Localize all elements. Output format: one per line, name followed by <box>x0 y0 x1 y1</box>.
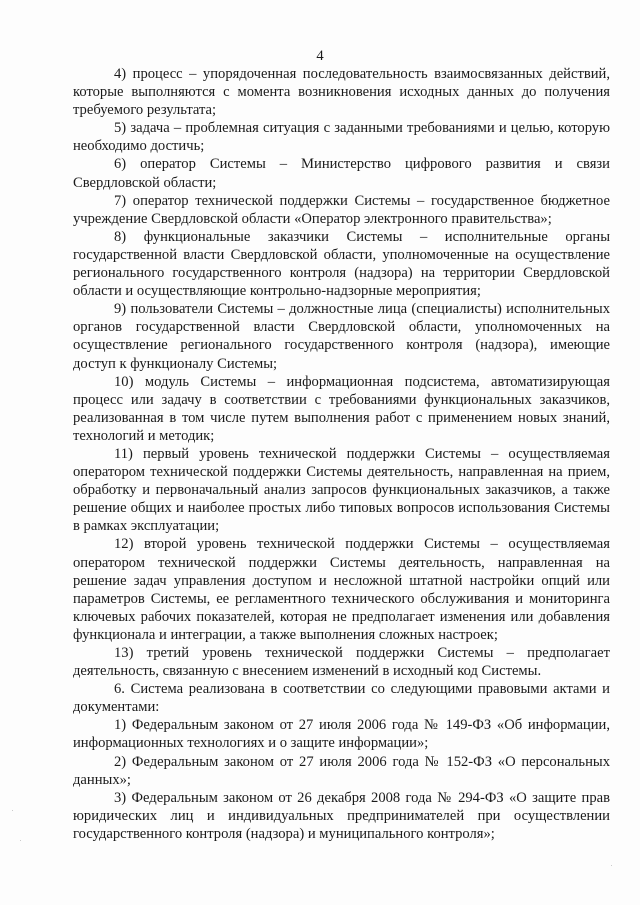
section-6-heading: 6. Система реализована в соответствии со следующими правовыми актами и документами: <box>73 681 610 716</box>
definition-item-system-module: 10) модуль Системы – информационная подсистема, автоматизирующая процесс или задачу в соответствии с требованиями функциональных заказчиков, реализованная в том числе путем выполнения работ с применением новых знаний, технологий и методик; <box>73 373 610 444</box>
definition-item-support-level-3: 13) третий уровень технической поддержки Системы – предполагает деятельность, связанную с внесением изменений в исходный код Системы. <box>73 645 610 680</box>
definition-item-system-users: 9) пользователи Системы – должностные лица (специалисты) исполнительных органов государственной власти Свердловской области, уполномоченных на осуществление регионального государственного контроля (надзора), имеющие доступ к функционалу Системы; <box>73 301 610 372</box>
scan-dust-mark <box>20 840 21 841</box>
definition-item-support-operator: 7) оператор технической поддержки Системы – государственное бюджетное учреждение Свердловской области «Оператор электронного правительства»; <box>73 192 610 227</box>
page-number: 4 <box>316 48 324 64</box>
scan-dust-mark <box>12 810 13 811</box>
definition-item-task: 5) задача – проблемная ситуация с заданными требованиями и целью, которую необходимо достичь; <box>73 120 610 155</box>
legal-act-item-152-fz: 2) Федеральным законом от 27 июля 2006 года № 152-ФЗ «О персональных данных»; <box>73 753 610 788</box>
definition-item-functional-customers: 8) функциональные заказчики Системы – исполнительные органы государственной власти Свердловской области, уполномоченные на осуществление регионального государственного контроля (надзора) на территории Свердловской области и осуществляющие контрольно-надзорные мероприятия; <box>73 228 610 300</box>
definition-item-process: 4) процесс – упорядоченная последовательность взаимосвязанных действий, которые выполняются с момента возникновения исходных данных до получения требуемого результата; <box>73 66 610 119</box>
document-body <box>73 65 610 843</box>
definition-item-support-level-2: 12) второй уровень технической поддержки Системы – осуществляемая оператором технической поддержки Системы деятельность, направленная на решение задач управления доступом и несложной штатной настройки опций или параметров Системы, ее регламентного технического обслуживания и мониторинга ключевых рабочих показателей, которая не предполагает изменения или добавления функционала и интеграции, а также выполнения сложных настроек; <box>73 536 610 643</box>
definition-item-system-operator: 6) оператор Системы – Министерство цифрового развития и связи Свердловской области; <box>73 156 610 191</box>
legal-act-item-294-fz: 3) Федеральным законом от 26 декабря 2008 года № 294-ФЗ «О защите прав юридических лиц и индивидуальных предпринимателей при осуществлении государственного контроля (надзора) и муниципального контроля»; <box>73 789 610 842</box>
scan-dust-mark <box>611 865 612 866</box>
definition-item-support-level-1: 11) первый уровень технической поддержки Системы – осуществляемая оператором технической поддержки Системы деятельность, направленная на прием, обработку и первоначальный анализ запросов функциональных заказчиков, а также решение общих и наиболее простых либо типовых вопросов использования Системы в рамках эксплуатации; <box>73 445 610 535</box>
legal-act-item-149-fz: 1) Федеральным законом от 27 июля 2006 года № 149-ФЗ «Об информации, информационных технологиях и о защите информации»; <box>73 717 610 752</box>
